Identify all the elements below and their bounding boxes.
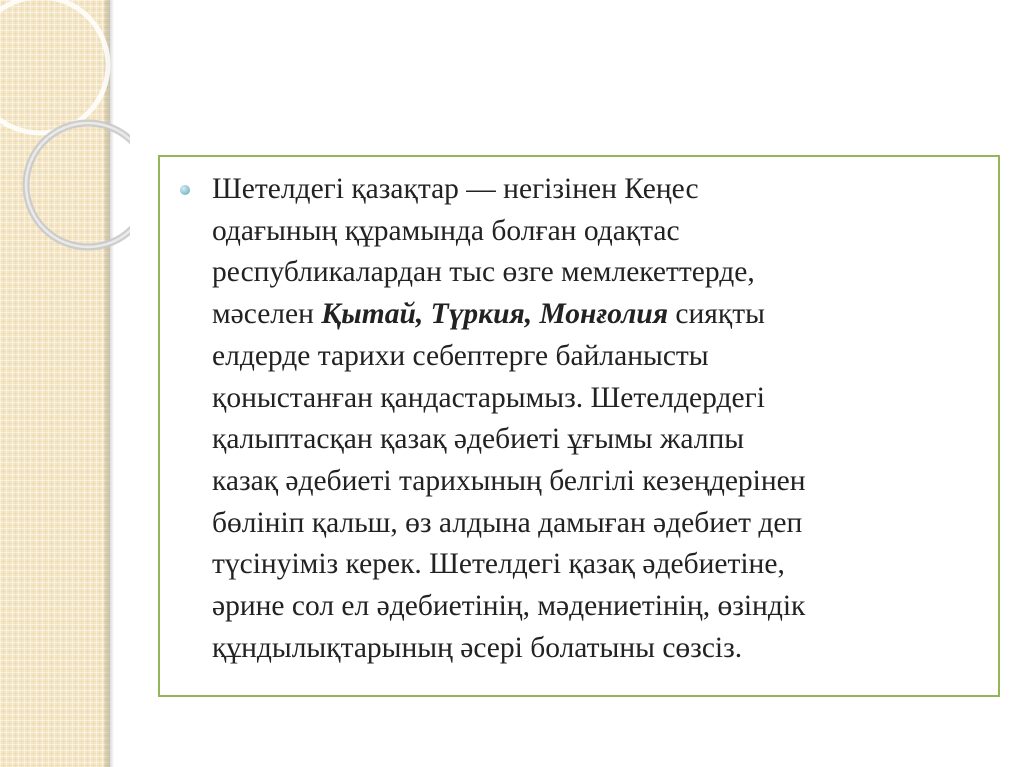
text-segment: республикалардан тыс өзге мемлекеттерде, [212, 256, 755, 289]
bullet-paragraph [212, 169, 996, 669]
text-line [212, 378, 996, 420]
text-segment: түсінуіміз керек. Шетелдегі қазақ әдебиетіне, [212, 548, 785, 581]
text-line [212, 419, 996, 461]
text-line [212, 252, 996, 294]
text-segment: казақ әдебиеті тарихының белгілі кезеңдерінен [212, 464, 806, 497]
emphasized-countries: Қытай, Түркия, Монғолия [321, 298, 669, 331]
text-segment: елдерде тарихи себептерге байланысты [212, 339, 709, 372]
text-line [212, 294, 996, 336]
text-line [212, 461, 996, 503]
text-segment: одағының құрамында болған одақтас [212, 214, 680, 247]
text-segment: бөлініп қальш, өз алдына дамыған әдебиет деп [212, 506, 803, 539]
text-line [212, 169, 996, 211]
text-segment: құндылықтарының әсері болатыны сөзсіз. [212, 631, 743, 664]
text-segment: әрине сол ел әдебиетінің, мәдениетінің, өзіндік [212, 590, 806, 623]
decorative-rings [0, 0, 130, 260]
text-segment: Шетелдегі қазақтар — негізінен Кеңес [212, 173, 699, 205]
text-line [212, 336, 996, 378]
text-segment: қалыптасқан қазақ әдебиеті ұғымы жалпы [212, 423, 745, 456]
text-line [212, 211, 996, 253]
decorative-ring-bottom [26, 123, 130, 247]
content-box [158, 155, 1000, 697]
text-line [212, 503, 996, 545]
text-line [212, 586, 996, 628]
bullet-icon [180, 185, 190, 195]
text-segment: мәселен [212, 298, 322, 331]
text-line [212, 544, 996, 586]
text-segment: сияқты [668, 298, 765, 331]
text-line [212, 628, 996, 670]
decorative-ring-top [0, 0, 108, 133]
text-segment: қоныстанған қандастарымыз. Шетелдердегі [212, 381, 765, 414]
